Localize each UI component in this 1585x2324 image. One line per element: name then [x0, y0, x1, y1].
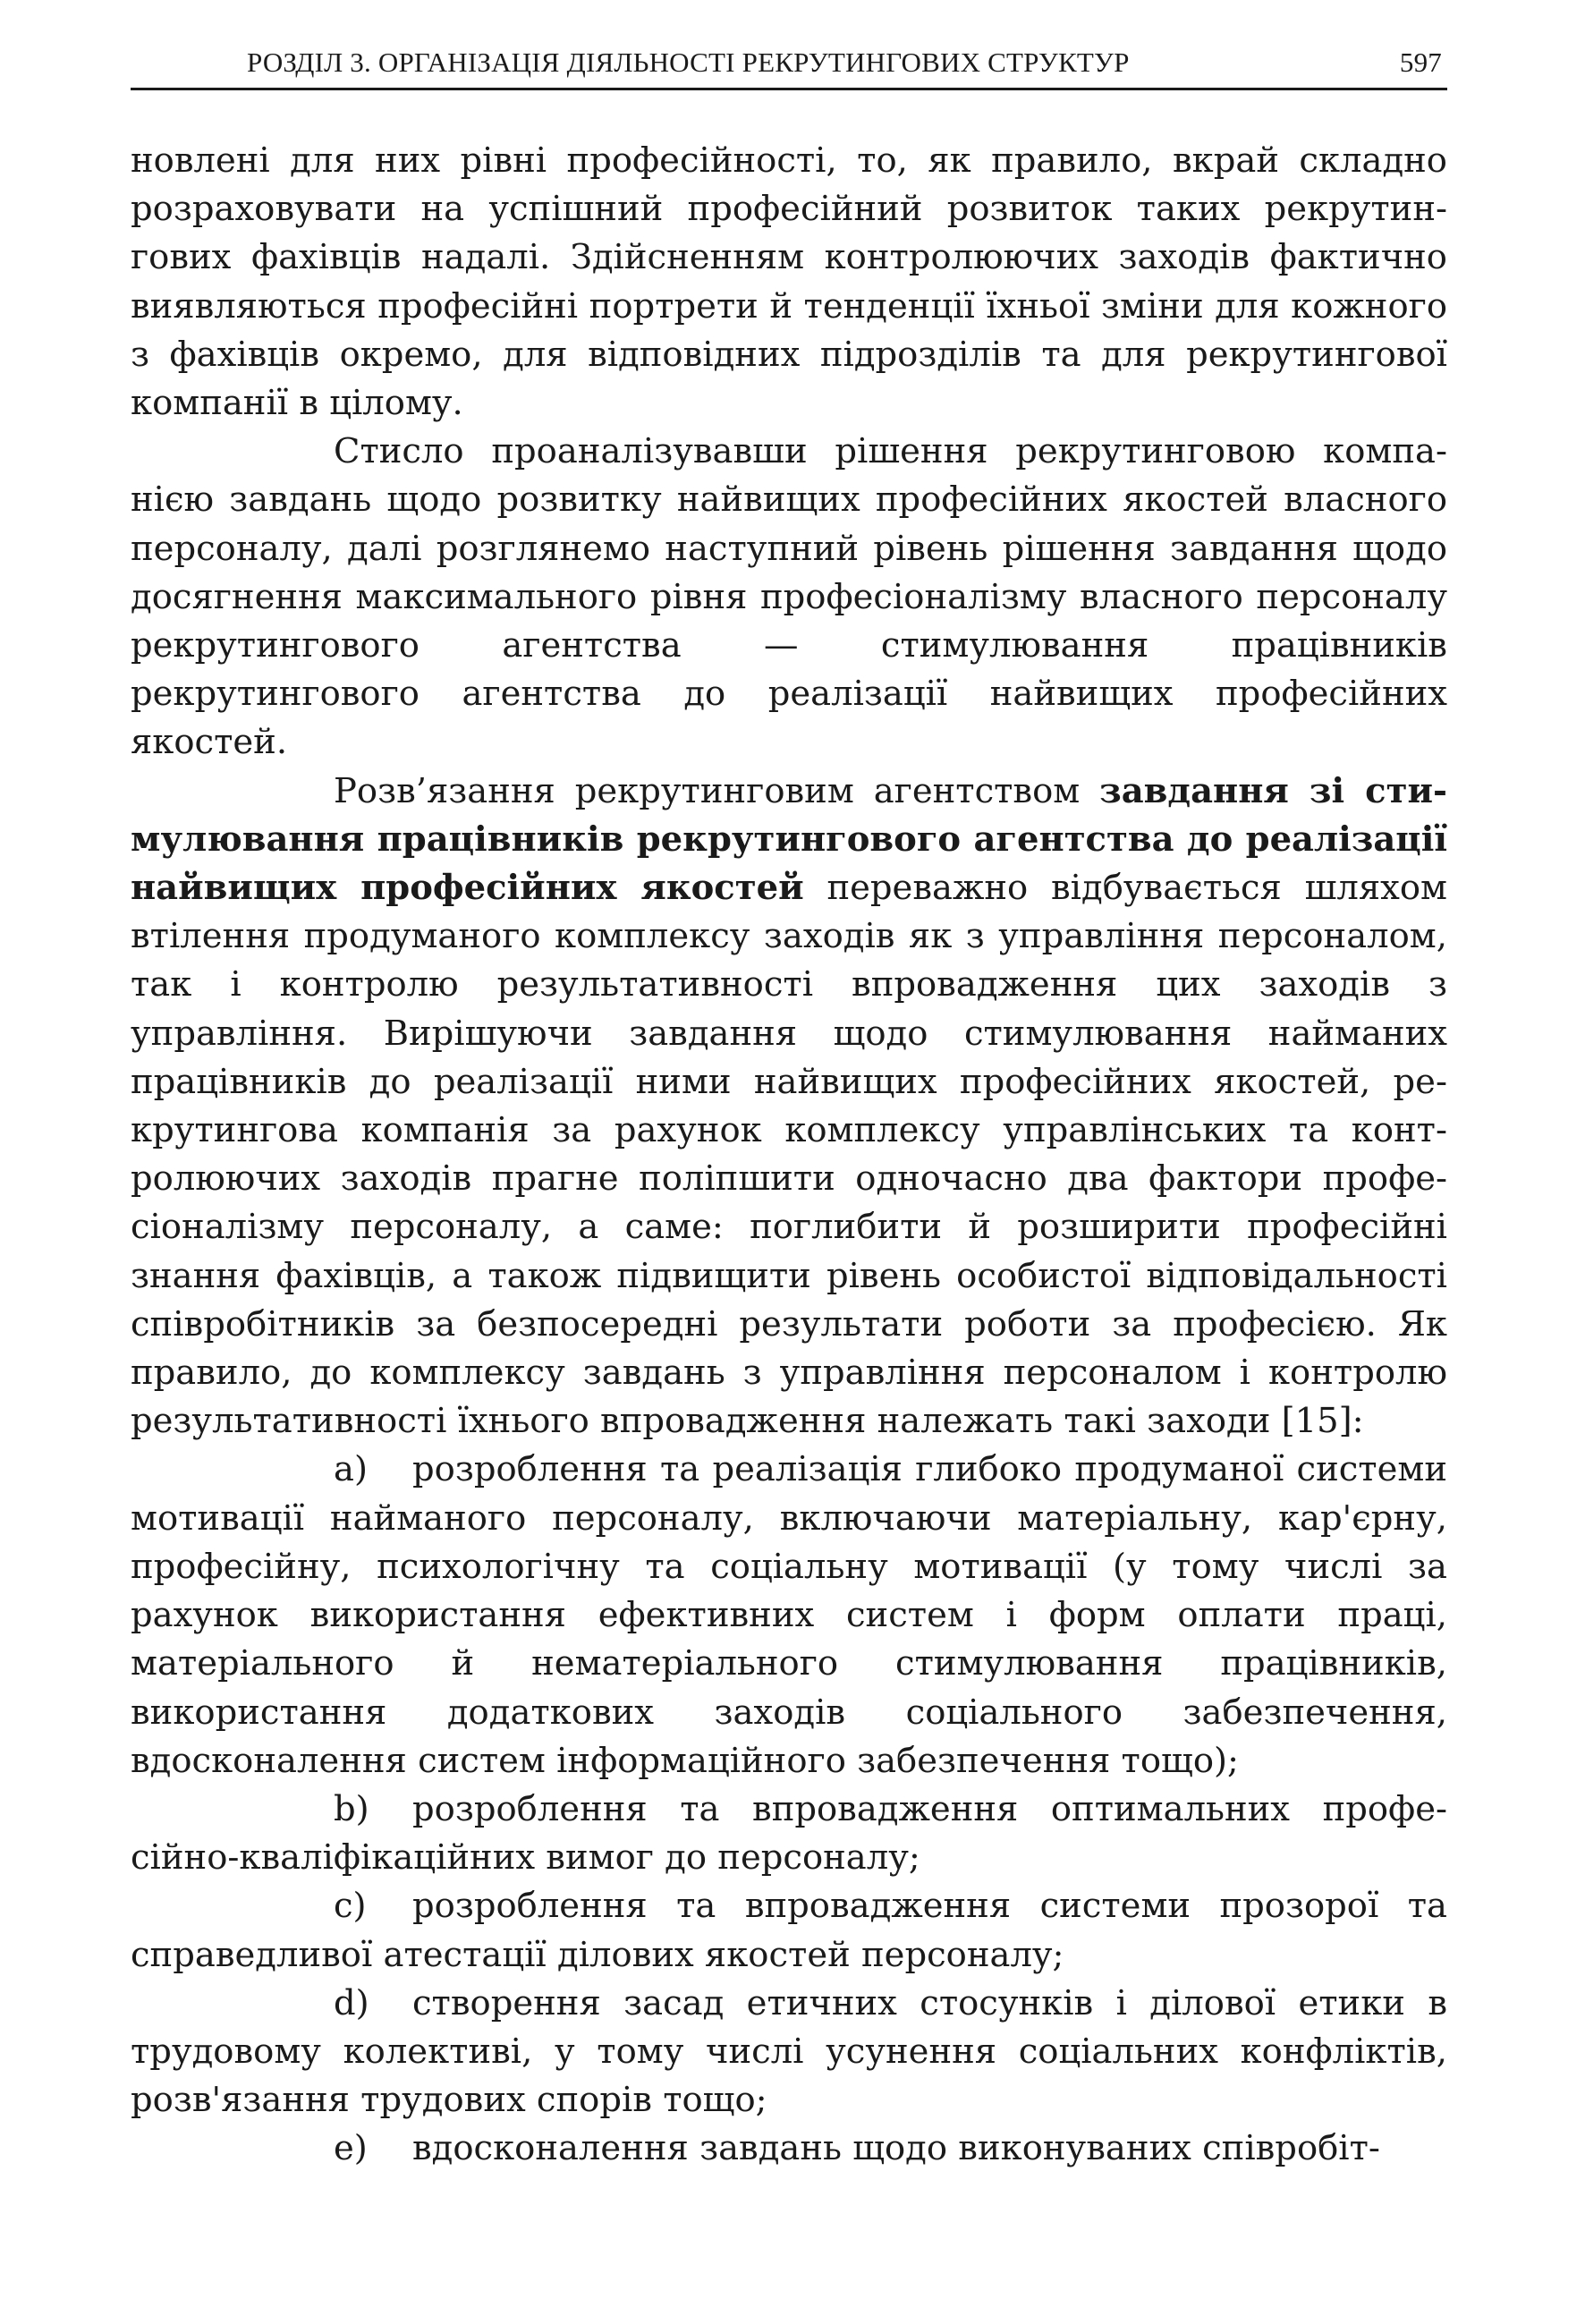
list-item-e — [131, 2125, 1447, 2173]
list-item-b — [131, 1785, 1447, 1882]
running-title: РОЗДІЛ 3. ОРГАНІЗАЦІЯ ДІЯЛЬНОСТІ РЕКРУТИНГОВИХ СТРУКТУР — [247, 47, 1130, 78]
book-page — [131, 43, 1447, 2174]
body-text — [131, 137, 1447, 2174]
list-marker: e) — [334, 2128, 368, 2169]
paragraph-3 — [131, 768, 1447, 1446]
running-head — [131, 43, 1447, 90]
list-marker: a) — [334, 1449, 368, 1490]
paragraph-3-bold-phrase: завдання зі стимулювання працівників рекрутингового агентства до реалізації найвищих професійних якостей — [131, 770, 1447, 909]
list-item-d — [131, 1980, 1447, 2125]
paragraph-2: Стисло проаналізувавши рішення рекрутинговою компанією завдань щодо розвитку найвищих професійних якостей власного персоналу, далі розглянемо наступний рівень рішення завдання щодо досягнення максимального рівня професіоналізму власного персоналу рекрутингового агентства — стимулювання працівників рекрутингового агентства до реалізації найвищих професійних якостей. — [131, 431, 1447, 763]
list-marker: b) — [334, 1788, 369, 1829]
page-number: 597 — [1399, 47, 1442, 78]
paragraph-3-rest: переважно відбувається шляхом втілення продуманого комплексу заходів як з управління персоналом, так і контролю результативності впровадження цих заходів з управління. Вирішуючи завдання щодо стимулювання найманих працівників до реалізації ними найвищих професійних якостей, рекрутингова компанія за рахунок комплексу управлінських та контролюючих заходів прагне поліпшити одночасно два фактори професіоналізму персоналу, а саме: поглибити й розширити професійні знання фахівців, а також підвищити рівень особистої відповідальності співробітників за безпосередні результати роботи за професією. Як правило, до комплексу завдань з управління персоналом і контролю результативності їхнього впровадження належать такі заходи [15]: — [131, 868, 1447, 1442]
paragraph-1: новлені для них рівні професійності, то, як правило, вкрай складно розраховувати на успішний професійний розвиток таких рекрутингових фахівців надалі. Здійсненням контролюючих заходів фактично виявляються професійні портрети й тенденції їхньої зміни для кожного з фахівців окремо, для відповідних підрозділів та для рекрутингової компанії в цілому. — [131, 140, 1447, 424]
list-item-a — [131, 1446, 1447, 1785]
list-item-text: розроблення та впровадження системи прозорої та справедливої атестації ділових якостей персоналу; — [131, 1886, 1447, 1975]
list-item-text: розроблення та реалізація глибоко продуманої системи мотивації найманого персоналу, включаючи матеріальну, кар'єрну, професійну, психологічну та соціальну мотивації (у тому числі за рахунок використання ефективних систем і форм оплати праці, матеріального й нематеріального стимулювання працівників, використання додаткових заходів соціального забезпечення, вдосконалення систем інформаційного забезпечення тощо); — [131, 1449, 1447, 1781]
list-marker: d) — [334, 1982, 369, 2023]
list-item-text: створення засад етичних стосунків і ділової етики в трудовому колективі, у тому числі усунення соціальних конфліктів, розв'язання трудових спорів тощо; — [131, 1982, 1447, 2121]
list-item-text: вдосконалення завдань щодо виконуваних співробіт- — [412, 2128, 1380, 2169]
list-item-text: розроблення та впровадження оптимальних професійно-кваліфікаційних вимог до персоналу; — [131, 1788, 1447, 1879]
list-marker: c) — [334, 1886, 367, 1927]
list-item-c — [131, 1882, 1447, 1979]
paragraph-3-lead: Розв’язання рекрутинговим агентством — [334, 770, 1100, 811]
